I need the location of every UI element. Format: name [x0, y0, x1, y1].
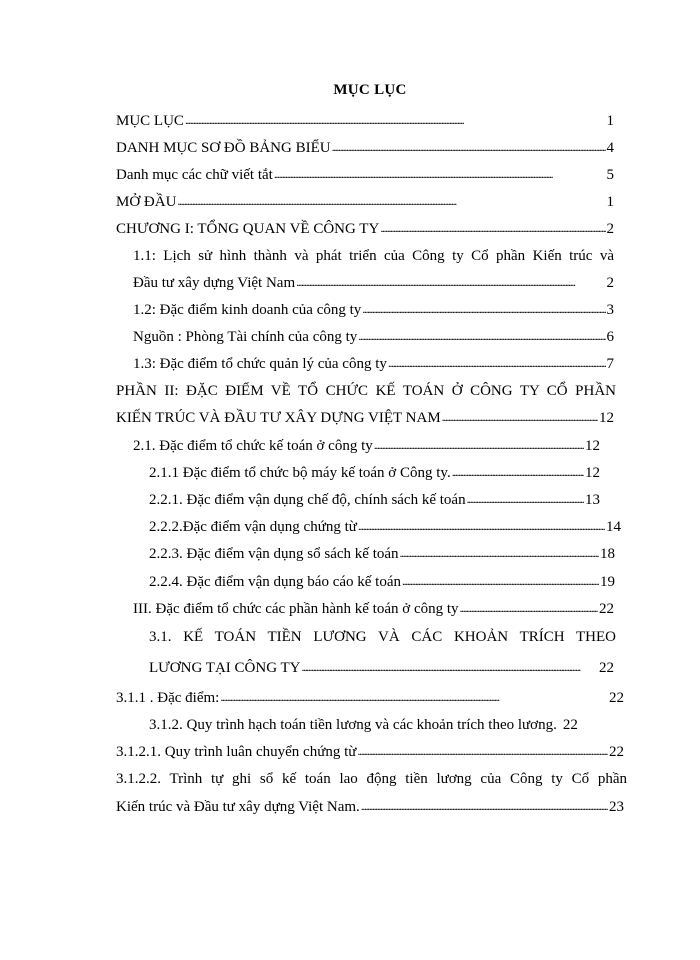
toc-entry-page: 14 [606, 519, 621, 535]
dot-leader [361, 797, 608, 815]
toc-entry[interactable] [149, 716, 627, 734]
dot-leader [460, 599, 598, 617]
toc-entry[interactable] [149, 464, 600, 482]
toc-entry-label: III. Đặc điểm tổ chức các phần hành kế toán ở công ty [133, 601, 459, 617]
dot-leader [452, 463, 584, 481]
toc-entry-label: 2.1. Đặc điểm tổ chức kế toán ở công ty [133, 438, 373, 454]
toc-entry-label: CHƯƠNG I: TỔNG QUAN VỀ CÔNG TY [116, 221, 380, 237]
toc-entry-label: MỤC LỤC [116, 113, 184, 129]
toc-entry-page: 19 [600, 574, 615, 590]
dot-leader [220, 688, 608, 706]
toc-entry-page: 22 [599, 660, 614, 676]
toc-entry-label: 2.2.4. Đặc điểm vận dụng báo cáo kế toán [149, 574, 402, 590]
toc-entry-page: 12 [599, 410, 614, 426]
toc-entry-label: 3.1.2.1. Quy trình luân chuyển chứng từ [116, 744, 357, 760]
toc-entry-label: 2.2.1. Đặc điểm vận dụng chế độ, chính sách kế toán [149, 492, 466, 508]
toc-entry-page: 2 [606, 275, 614, 291]
toc-entry-page: 12 [585, 465, 600, 481]
toc-entry-label: 2.2.2.Đặc điểm vận dụng chứng từ [149, 519, 357, 535]
toc-entry-page: 22 [609, 744, 624, 760]
toc-entry-page: 3 [606, 302, 614, 318]
toc-entry-label: LƯƠNG TẠI CÔNG TY [149, 660, 301, 676]
toc-entry-page: 6 [606, 329, 614, 345]
dot-leader [374, 436, 584, 454]
toc-entry-page: 4 [606, 140, 614, 156]
toc-entry-page: 12 [585, 438, 600, 454]
dot-leader [442, 408, 598, 426]
toc-entry[interactable] [116, 220, 614, 238]
dot-leader [296, 273, 605, 291]
toc-entry-label: 2.2.3. Đặc điểm vận dụng sổ sách kế toán [149, 546, 399, 562]
toc-entry-page: 1 [606, 113, 614, 129]
toc-entry-line1[interactable] [116, 770, 627, 788]
toc-entry-line1[interactable] [133, 247, 614, 265]
toc-entry[interactable] [116, 409, 614, 427]
toc-entry[interactable] [116, 139, 614, 157]
dot-leader [380, 219, 605, 237]
toc-entry-page: 2 [606, 221, 614, 237]
toc-entry-label: 3.1.2.2. Trình tự ghi sổ kế toán lao động tiền lương của Công ty Cổ phần [116, 771, 627, 787]
toc-entry[interactable] [133, 355, 614, 373]
toc-entry-label: Danh mục các chữ viết tắt [116, 167, 273, 183]
toc-entry[interactable] [149, 518, 621, 536]
toc-entry[interactable] [116, 112, 614, 130]
toc-entry-label: DANH MỤC SƠ ĐỒ BẢNG BIỂU [116, 140, 331, 156]
toc-entry[interactable] [116, 743, 624, 761]
toc-entry[interactable] [116, 689, 624, 707]
dot-leader [302, 658, 599, 676]
toc-entry[interactable] [149, 491, 600, 509]
dot-leader [274, 165, 606, 183]
toc-entry[interactable] [133, 301, 614, 319]
toc-entry-label: PHẦN II: ĐẶC ĐIỂM VỀ TỔ CHỨC KẾ TOÁN Ở CÔNG TY CỔ PHẦN [116, 383, 616, 399]
dot-leader [177, 192, 605, 210]
toc-entry-page: 18 [600, 546, 615, 562]
toc-entry-page: 22 [599, 601, 614, 617]
toc-entry-label: MỞ ĐẦU [116, 194, 177, 210]
toc-entry-label: 3.1.1 . Đặc điểm: [116, 690, 220, 706]
toc-entry[interactable] [149, 659, 614, 677]
dot-leader [357, 742, 608, 760]
toc-entry-page: 13 [585, 492, 600, 508]
page-title: MỤC LỤC [333, 82, 407, 98]
toc-entry-page: 22 [609, 690, 624, 706]
toc-entry-page: 5 [606, 167, 614, 183]
dot-leader [362, 300, 605, 318]
toc-entry-page: 1 [606, 194, 614, 210]
toc-entry-label: KIẾN TRÚC VÀ ĐẦU TƯ XÂY DỰNG VIỆT NAM [116, 410, 441, 426]
dot-leader [358, 517, 605, 535]
dot-leader [467, 490, 584, 508]
toc-entry-line1[interactable] [149, 628, 616, 646]
toc-entry-label: Nguồn : Phòng Tài chính của công ty [133, 329, 358, 345]
toc-entry[interactable] [116, 193, 614, 211]
dot-leader [388, 354, 606, 372]
toc-entry[interactable] [149, 573, 615, 591]
toc-entry-label: 2.1.1 Đặc điểm tổ chức bộ máy kế toán ở Công ty. [149, 465, 451, 481]
toc-entry-page: 7 [606, 356, 614, 372]
toc-entry-label: 1.2: Đặc điểm kinh doanh của công ty [133, 302, 362, 318]
toc-entry-label: Kiến trúc và Đầu tư xây dựng Việt Nam. [116, 799, 360, 815]
toc-entry[interactable] [133, 274, 614, 292]
toc-entry[interactable] [116, 798, 624, 816]
toc-entry-page: 23 [609, 799, 624, 815]
toc-entry[interactable] [133, 328, 614, 346]
toc-entry-label: 1.3: Đặc điểm tổ chức quản lý của công ty [133, 356, 387, 372]
toc-entry[interactable] [133, 600, 614, 618]
dot-leader [402, 572, 599, 590]
toc-entry-line1[interactable] [116, 382, 616, 400]
toc-entry[interactable] [133, 437, 600, 455]
dot-leader [400, 544, 599, 562]
toc-entry[interactable] [149, 545, 615, 563]
toc-entry-page: 22 [562, 717, 578, 733]
toc-entry-label: Đầu tư xây dựng Việt Nam [133, 275, 296, 291]
toc-entry[interactable] [116, 166, 614, 184]
dot-leader [185, 111, 606, 129]
toc-entry-label: 3.1.2. Quy trình hạch toán tiền lương và các khoản trích theo lương. [149, 717, 557, 733]
toc-entry-label: 3.1. KẾ TOÁN TIỀN LƯƠNG VÀ CÁC KHOẢN TRÍCH THEO [149, 629, 616, 645]
dot-leader [332, 138, 606, 156]
dot-leader [358, 327, 605, 345]
toc-entry-label: 1.1: Lịch sử hình thành và phát triển của Công ty Cổ phần Kiến trúc và [133, 248, 614, 264]
